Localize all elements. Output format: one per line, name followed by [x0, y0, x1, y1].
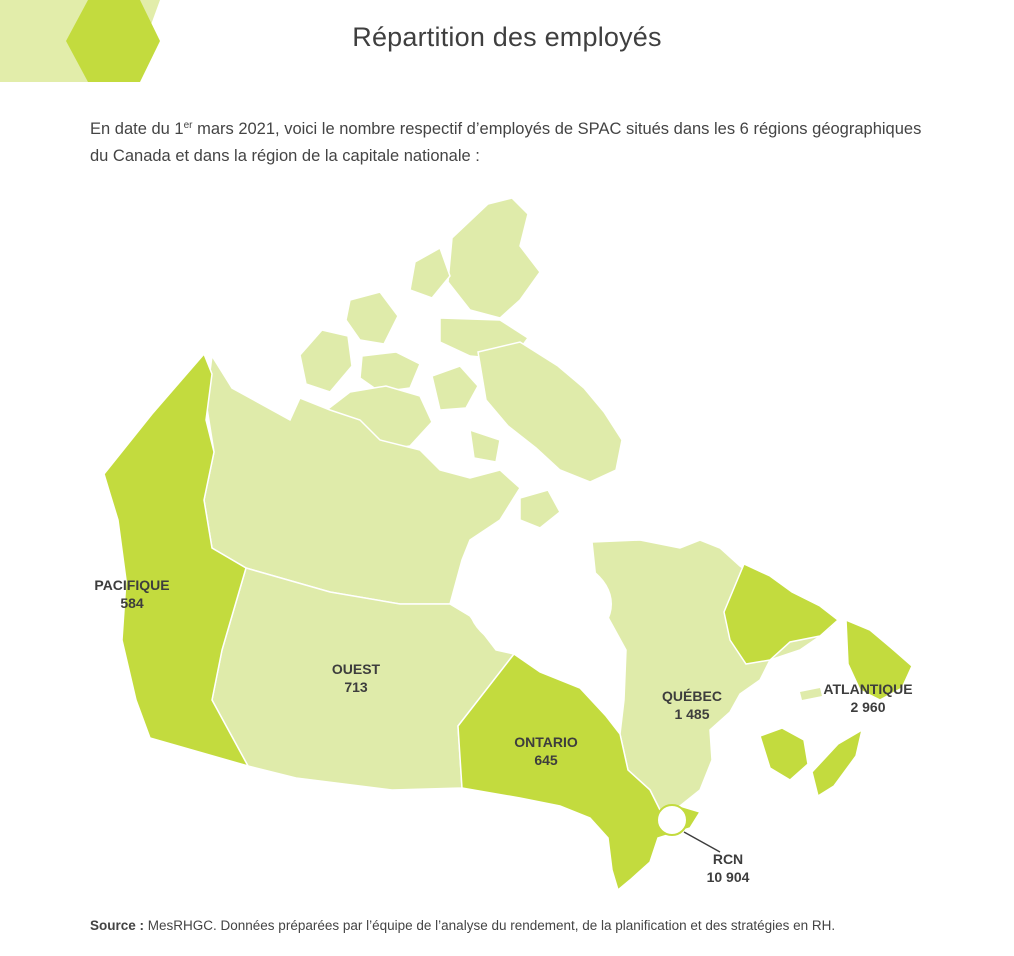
intro-text-start: En date du 1	[90, 120, 184, 138]
arctic-island-prince	[432, 366, 478, 410]
atlantique-labrador	[724, 564, 838, 664]
arctic-island-small	[470, 430, 500, 462]
label-quebec-value: 1 485	[674, 706, 710, 722]
label-ontario-value: 645	[534, 752, 558, 768]
arctic-island-baffin	[478, 342, 622, 482]
label-quebec-name: QUÉBEC	[662, 688, 722, 704]
arctic-island-west-1	[300, 330, 352, 392]
arctic-island-southampton	[520, 490, 560, 528]
rcn-leader-line	[684, 832, 720, 852]
source-text: MesRHGC. Données préparées par l’équipe de l’analyse du rendement, de la planification et des stratégies en RH.	[144, 918, 836, 933]
page-title: Répartition des employés	[352, 22, 662, 52]
label-rcn-value: 10 904	[706, 869, 750, 885]
label-atlantique-name: ATLANTIQUE	[823, 681, 913, 697]
label-ontario-name: ONTARIO	[514, 734, 578, 750]
arctic-island-melville	[360, 352, 420, 392]
label-pacifique-value: 584	[120, 595, 144, 611]
label-ouest-value: 713	[344, 679, 368, 695]
arctic-island-west-2	[346, 292, 398, 344]
intro-paragraph	[90, 116, 940, 170]
source-label: Source :	[90, 918, 145, 933]
label-ouest-name: OUEST	[331, 661, 381, 677]
rcn-marker	[657, 805, 687, 835]
arctic-island-ellesmere	[448, 198, 540, 318]
arctic-island-axel	[410, 248, 450, 298]
intro-text-end: mars 2021, voici le nombre respectif d’employés de SPAC situés dans les 6 régions géographiques du Canada et dans la région de la capitale nationale :	[90, 120, 922, 165]
atlantique-new-brunswick	[760, 728, 808, 780]
canada-map	[0, 180, 1014, 910]
label-pacifique-name: PACIFIQUE	[94, 577, 170, 593]
region-pei	[800, 688, 822, 700]
intro-superscript: er	[183, 120, 193, 131]
atlantique-nova-scotia	[812, 730, 862, 796]
hudson-bay	[468, 554, 612, 654]
source-note	[90, 918, 990, 933]
label-rcn-name: RCN	[712, 851, 744, 867]
label-atlantique-value: 2 960	[850, 699, 886, 715]
